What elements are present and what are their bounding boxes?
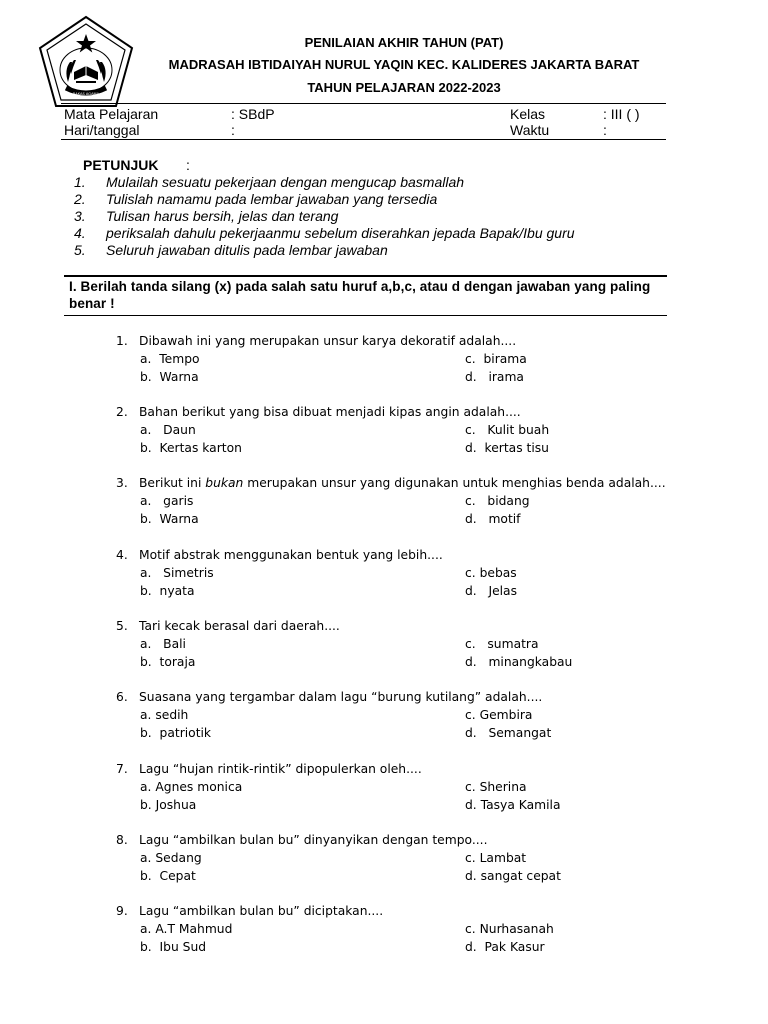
option-d: d. Jelas [465, 584, 517, 598]
option-c: c. sumatra [465, 637, 539, 651]
option-d: d. minangkabau [465, 655, 573, 669]
question-number: 6. [116, 690, 128, 704]
section-title: I. Berilah tanda silang (x) pada salah satu huruf a,b,c, atau d dengan jawaban yang paling benar ! [69, 279, 651, 311]
school-name: MADRASAH IBTIDAIYAH NURUL YAQIN KEC. KALIDERES JAKARTA BARAT [168, 57, 640, 72]
option-c: c. birama [465, 352, 527, 366]
option-b: b. Cepat [140, 869, 196, 883]
question-number: 9. [116, 904, 128, 918]
date-label: Hari/tanggal [64, 122, 140, 138]
question-text: Lagu “ambilkan bulan bu” diciptakan.... [139, 904, 384, 918]
option-b: b. Warna [140, 370, 199, 384]
option-d: d. motif [465, 512, 521, 526]
option-d: d. sangat cepat [465, 869, 561, 883]
question-text: Suasana yang tergambar dalam lagu “burung kutilang” adalah.... [139, 690, 543, 704]
question-number: 4. [116, 548, 128, 562]
option-a: a. Bali [140, 637, 186, 651]
instruction-item: 2. Tulislah namamu pada lembar jawaban yang tersedia [74, 191, 438, 207]
option-b: b. Ibu Sud [140, 940, 207, 954]
instruction-item: 4. periksalah dahulu pekerjaanmu sebelum diserahkan jepada Bapak/Ibu guru [74, 225, 575, 241]
header-divider-top [61, 103, 666, 104]
academic-year: TAHUN PELAJARAN 2022-2023 [307, 80, 501, 95]
option-a: a. Simetris [140, 566, 214, 580]
option-d: d. kertas tisu [465, 441, 549, 455]
subject-label: Mata Pelajaran [64, 106, 159, 122]
instruction-item: 1. Mulailah sesuatu pekerjaan dengan mengucap basmallah [74, 174, 465, 190]
option-b: b. Warna [140, 512, 199, 526]
question-number: 7. [116, 762, 128, 776]
section-divider-bottom [64, 315, 667, 316]
option-a: a. A.T Mahmud [140, 922, 233, 936]
question-text: Berikut ini bukan merupakan unsur yang digunakan untuk menghias benda adalah.... [139, 476, 666, 490]
section-divider-top [64, 275, 667, 277]
exam-title: PENILAIAN AKHIR TAHUN (PAT) [304, 35, 504, 50]
question-number: 2. [116, 405, 128, 419]
option-c: c. Gembira [465, 708, 533, 722]
option-a: a. Sedang [140, 851, 202, 865]
instruction-item: 3. Tulisan harus bersih, jelas dan terang [74, 208, 339, 224]
question-text: Lagu “hujan rintik-rintik” dipopulerkan oleh.... [139, 762, 422, 776]
question-number: 1. [116, 334, 128, 348]
question-text: Bahan berikut yang bisa dibuat menjadi kipas angin adalah.... [139, 405, 521, 419]
subject-value: : SBdP [231, 106, 275, 122]
option-c: c. Nurhasanah [465, 922, 554, 936]
option-a: a. sedih [140, 708, 189, 722]
option-c: c. bebas [465, 566, 517, 580]
option-a: a. Agnes monica [140, 780, 243, 794]
question-number: 3. [116, 476, 128, 490]
option-a: a. Daun [140, 423, 196, 437]
question-number: 5. [116, 619, 128, 633]
option-c: c. Lambat [465, 851, 527, 865]
option-d: d. Pak Kasur [465, 940, 545, 954]
option-b: b. toraja [140, 655, 196, 669]
question-text: Motif abstrak menggunakan bentuk yang lebih.... [139, 548, 443, 562]
option-a: a. Tempo [140, 352, 200, 366]
header-divider-bottom [61, 139, 666, 140]
class-label: Kelas [510, 106, 546, 122]
option-b: b. nyata [140, 584, 195, 598]
time-label: Waktu [510, 122, 550, 138]
option-d: d. Tasya Kamila [465, 798, 561, 812]
option-d: d. Semangat [465, 726, 552, 740]
option-b: b. Kertas karton [140, 441, 242, 455]
class-value: : III ( ) [603, 106, 640, 122]
option-b: b. patriotik [140, 726, 212, 740]
instructions-title: PETUNJUK [83, 157, 159, 173]
question-number: 8. [116, 833, 128, 847]
option-c: c. bidang [465, 494, 530, 508]
question-text: Lagu “ambilkan bulan bu” dinyanyikan dengan tempo.... [139, 833, 488, 847]
instructions-colon: : [186, 157, 190, 173]
option-d: d. irama [465, 370, 524, 384]
svg-text:RAKAS AGAMA: RAKAS AGAMA [72, 92, 100, 96]
question-text: Dibawah ini yang merupakan unsur karya dekoratif adalah.... [139, 334, 517, 348]
date-value: : [231, 122, 235, 138]
question-text: Tari kecak berasal dari daerah.... [139, 619, 340, 633]
option-c: c. Kulit buah [465, 423, 550, 437]
instruction-item: 5. Seluruh jawaban ditulis pada lembar jawaban [74, 242, 388, 258]
option-c: c. Sherina [465, 780, 527, 794]
option-b: b. Joshua [140, 798, 197, 812]
option-a: a. garis [140, 494, 194, 508]
time-value: : [603, 122, 607, 138]
